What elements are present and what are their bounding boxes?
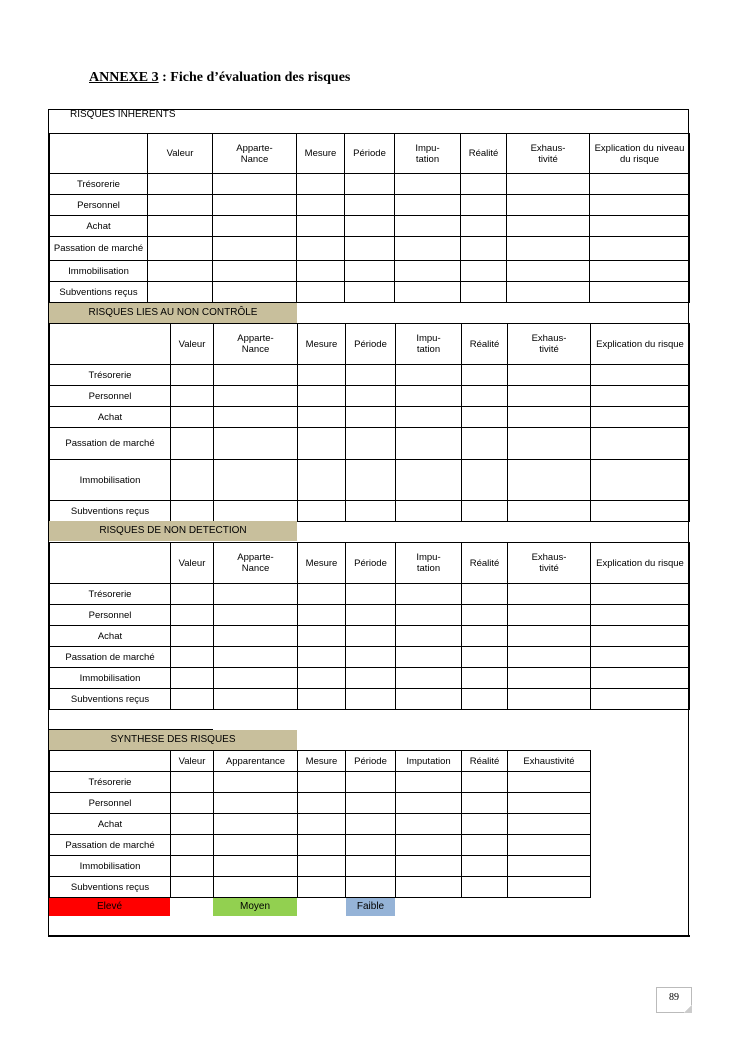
entry-cell[interactable]: [171, 814, 214, 835]
synthese-header-cell: Réalité: [462, 751, 508, 772]
entry-cell[interactable]: [507, 261, 590, 282]
entry-cell[interactable]: [461, 237, 507, 261]
table-row: [50, 237, 690, 261]
entry-cell[interactable]: [298, 407, 346, 428]
synthese-header-cell: Période: [346, 751, 396, 772]
entry-cell[interactable]: [345, 237, 395, 261]
entry-cell[interactable]: [591, 626, 690, 647]
entry-cell[interactable]: [462, 428, 508, 460]
table-header-row: [50, 751, 591, 772]
entry-cell[interactable]: [171, 501, 214, 522]
entry-cell[interactable]: [508, 626, 591, 647]
entry-cell[interactable]: [591, 501, 690, 522]
header-empty-cell: [50, 134, 148, 174]
page-title: [89, 70, 350, 86]
table-row: [50, 460, 690, 501]
entry-cell[interactable]: [171, 793, 214, 814]
entry-cell[interactable]: [171, 772, 214, 793]
entry-cell[interactable]: [298, 689, 346, 710]
table-risques-non-detection: [49, 542, 690, 710]
entry-cell[interactable]: [298, 501, 346, 522]
entry-cell[interactable]: [214, 407, 298, 428]
entry-cell[interactable]: [346, 365, 396, 386]
entry-cell[interactable]: [591, 647, 690, 668]
entry-cell[interactable]: [148, 174, 213, 195]
header-imputation: Impu- tation: [395, 134, 461, 174]
entry-cell[interactable]: [346, 407, 396, 428]
entry-cell[interactable]: [171, 626, 214, 647]
row-label: Personnel: [50, 605, 171, 626]
entry-cell[interactable]: [346, 793, 396, 814]
entry-cell[interactable]: [508, 814, 591, 835]
entry-cell[interactable]: [345, 174, 395, 195]
entry-cell[interactable]: [462, 835, 508, 856]
entry-cell[interactable]: [346, 460, 396, 501]
entry-cell[interactable]: [507, 237, 590, 261]
entry-cell[interactable]: [171, 407, 214, 428]
entry-cell[interactable]: [396, 428, 462, 460]
entry-cell[interactable]: [461, 216, 507, 237]
entry-cell[interactable]: [508, 668, 591, 689]
header-explication: Explication du risque: [591, 543, 690, 584]
entry-cell[interactable]: [396, 407, 462, 428]
entry-cell[interactable]: [171, 605, 214, 626]
entry-cell[interactable]: [214, 605, 298, 626]
table-header-row: [50, 324, 690, 365]
entry-cell[interactable]: [345, 195, 395, 216]
entry-cell[interactable]: [298, 386, 346, 407]
entry-cell[interactable]: [591, 428, 690, 460]
entry-cell[interactable]: [591, 460, 690, 501]
entry-cell[interactable]: [346, 626, 396, 647]
table-row: [50, 605, 690, 626]
table-row: [50, 877, 591, 898]
header-explication: Explication du niveau du risque: [590, 134, 690, 174]
header-exhaustivite: Exhaus- tivité: [508, 324, 591, 365]
row-label: Trésorerie: [50, 584, 171, 605]
entry-cell[interactable]: [590, 216, 690, 237]
synthese-header-cell: Valeur: [171, 751, 214, 772]
entry-cell[interactable]: [214, 877, 298, 898]
table-row: [50, 195, 690, 216]
entry-cell[interactable]: [462, 689, 508, 710]
table-risques-inherents: [49, 133, 690, 303]
entry-cell[interactable]: [508, 689, 591, 710]
frame-bottom-border: [48, 935, 690, 937]
entry-cell[interactable]: [214, 386, 298, 407]
entry-cell[interactable]: [148, 237, 213, 261]
entry-cell[interactable]: [396, 365, 462, 386]
entry-cell[interactable]: [396, 460, 462, 501]
table-row: [50, 689, 690, 710]
header-explication: Explication du risque: [591, 324, 690, 365]
synthese-header-cell: Mesure: [298, 751, 346, 772]
table-row: [50, 814, 591, 835]
entry-cell[interactable]: [591, 605, 690, 626]
row-label: Trésorerie: [50, 772, 171, 793]
header-mesure: Mesure: [298, 543, 346, 584]
entry-cell[interactable]: [508, 856, 591, 877]
entry-cell[interactable]: [346, 668, 396, 689]
entry-cell[interactable]: [298, 772, 346, 793]
header-appartenance: Apparte- Nance: [214, 324, 298, 365]
entry-cell[interactable]: [396, 584, 462, 605]
entry-cell[interactable]: [508, 365, 591, 386]
header-empty-cell: [50, 751, 171, 772]
title-text: : Fiche d’évaluation des risques: [158, 70, 351, 85]
entry-cell[interactable]: [345, 261, 395, 282]
entry-cell[interactable]: [508, 877, 591, 898]
entry-cell[interactable]: [396, 772, 462, 793]
entry-cell[interactable]: [171, 835, 214, 856]
row-label: Passation de marché: [50, 647, 171, 668]
header-periode: Période: [346, 543, 396, 584]
table-row: [50, 261, 690, 282]
entry-cell[interactable]: [462, 668, 508, 689]
row-label: Subventions reçus: [50, 877, 171, 898]
header-exhaustivite: Exhaus- tivité: [508, 543, 591, 584]
header-periode: Période: [345, 134, 395, 174]
header-imputation: Impu- tation: [396, 324, 462, 365]
entry-cell[interactable]: [171, 668, 214, 689]
entry-cell[interactable]: [591, 584, 690, 605]
entry-cell[interactable]: [297, 237, 345, 261]
row-label: Achat: [50, 626, 171, 647]
entry-cell[interactable]: [214, 772, 298, 793]
entry-cell[interactable]: [214, 793, 298, 814]
entry-cell[interactable]: [214, 835, 298, 856]
entry-cell[interactable]: [213, 261, 297, 282]
entry-cell[interactable]: [462, 365, 508, 386]
entry-cell[interactable]: [171, 428, 214, 460]
table-row: [50, 386, 690, 407]
entry-cell[interactable]: [346, 584, 396, 605]
entry-cell[interactable]: [213, 282, 297, 303]
entry-cell[interactable]: [396, 647, 462, 668]
entry-cell[interactable]: [214, 856, 298, 877]
entry-cell[interactable]: [507, 195, 590, 216]
entry-cell[interactable]: [396, 793, 462, 814]
table-row: [50, 626, 690, 647]
entry-cell[interactable]: [462, 584, 508, 605]
table-row: [50, 174, 690, 195]
entry-cell[interactable]: [298, 428, 346, 460]
legend-eleve: Elevé: [49, 898, 170, 916]
entry-cell[interactable]: [346, 835, 396, 856]
entry-cell[interactable]: [214, 668, 298, 689]
header-imputation: Impu- tation: [396, 543, 462, 584]
entry-cell[interactable]: [298, 605, 346, 626]
row-label: Subventions reçus: [50, 282, 148, 303]
entry-cell[interactable]: [395, 282, 461, 303]
entry-cell[interactable]: [214, 814, 298, 835]
row-label: Immobilisation: [50, 856, 171, 877]
entry-cell[interactable]: [171, 365, 214, 386]
entry-cell[interactable]: [171, 877, 214, 898]
table-row: [50, 428, 690, 460]
entry-cell[interactable]: [507, 216, 590, 237]
header-valeur: Valeur: [148, 134, 213, 174]
row-label: Personnel: [50, 793, 171, 814]
row-label: Personnel: [50, 195, 148, 216]
entry-cell[interactable]: [396, 386, 462, 407]
entry-cell[interactable]: [346, 428, 396, 460]
entry-cell[interactable]: [297, 174, 345, 195]
entry-cell[interactable]: [297, 216, 345, 237]
entry-cell[interactable]: [395, 216, 461, 237]
entry-cell[interactable]: [298, 668, 346, 689]
entry-cell[interactable]: [298, 647, 346, 668]
table-row: [50, 216, 690, 237]
entry-cell[interactable]: [508, 501, 591, 522]
entry-cell[interactable]: [462, 772, 508, 793]
table-header-row: [50, 134, 690, 174]
entry-cell[interactable]: [345, 216, 395, 237]
entry-cell[interactable]: [508, 605, 591, 626]
entry-cell[interactable]: [214, 689, 298, 710]
entry-cell[interactable]: [298, 793, 346, 814]
section-non-controle-header: RISQUES LIES AU NON CONTRÔLE: [49, 303, 297, 323]
entry-cell[interactable]: [298, 877, 346, 898]
page-number: 89: [669, 992, 679, 1003]
entry-cell[interactable]: [396, 501, 462, 522]
entry-cell[interactable]: [298, 584, 346, 605]
entry-cell[interactable]: [395, 261, 461, 282]
entry-cell[interactable]: [214, 626, 298, 647]
row-label: Achat: [50, 216, 148, 237]
row-label: Immobilisation: [50, 261, 148, 282]
header-mesure: Mesure: [297, 134, 345, 174]
entry-cell[interactable]: [297, 261, 345, 282]
entry-cell[interactable]: [462, 877, 508, 898]
entry-cell[interactable]: [590, 237, 690, 261]
entry-cell[interactable]: [508, 772, 591, 793]
header-empty-cell: [50, 324, 171, 365]
entry-cell[interactable]: [148, 216, 213, 237]
row-label: Immobilisation: [50, 668, 171, 689]
entry-cell[interactable]: [590, 174, 690, 195]
legend-faible: Faible: [346, 898, 395, 916]
entry-cell[interactable]: [462, 460, 508, 501]
entry-cell[interactable]: [346, 605, 396, 626]
entry-cell[interactable]: [590, 195, 690, 216]
table-risques-non-controle: [49, 323, 690, 522]
table-row: [50, 772, 591, 793]
entry-cell[interactable]: [213, 237, 297, 261]
entry-cell[interactable]: [346, 647, 396, 668]
entry-cell[interactable]: [298, 856, 346, 877]
section-non-detection-header: RISQUES DE NON DETECTION: [49, 521, 297, 541]
entry-cell[interactable]: [462, 501, 508, 522]
entry-cell[interactable]: [298, 626, 346, 647]
section-synthese-header: SYNTHESE DES RISQUES: [49, 730, 297, 750]
entry-cell[interactable]: [171, 689, 214, 710]
entry-cell[interactable]: [508, 793, 591, 814]
header-exhaustivite: Exhaus- tivité: [507, 134, 590, 174]
page-fold-corner: [684, 1005, 692, 1013]
entry-cell[interactable]: [508, 386, 591, 407]
entry-cell[interactable]: [462, 793, 508, 814]
row-label: Subventions reçus: [50, 689, 171, 710]
row-label: Passation de marché: [50, 428, 171, 460]
entry-cell[interactable]: [214, 647, 298, 668]
row-label: Achat: [50, 407, 171, 428]
header-appartenance: Apparte- Nance: [213, 134, 297, 174]
entry-cell[interactable]: [590, 261, 690, 282]
entry-cell[interactable]: [508, 835, 591, 856]
table-row: [50, 647, 690, 668]
entry-cell[interactable]: [297, 282, 345, 303]
entry-cell[interactable]: [461, 261, 507, 282]
entry-cell[interactable]: [396, 626, 462, 647]
annexe-label: ANNEXE 3: [89, 70, 159, 85]
entry-cell[interactable]: [148, 261, 213, 282]
header-empty-cell: [50, 543, 171, 584]
entry-cell[interactable]: [462, 856, 508, 877]
page-number-box: [656, 987, 692, 1013]
entry-cell[interactable]: [346, 501, 396, 522]
header-valeur: Valeur: [171, 543, 214, 584]
header-appartenance: Apparte- Nance: [214, 543, 298, 584]
entry-cell[interactable]: [346, 877, 396, 898]
row-label: Personnel: [50, 386, 171, 407]
table-row: [50, 584, 690, 605]
table-row: [50, 501, 690, 522]
entry-cell[interactable]: [462, 647, 508, 668]
entry-cell[interactable]: [591, 386, 690, 407]
entry-cell[interactable]: [214, 365, 298, 386]
row-label: Passation de marché: [50, 835, 171, 856]
entry-cell[interactable]: [213, 174, 297, 195]
entry-cell[interactable]: [171, 386, 214, 407]
header-periode: Période: [346, 324, 396, 365]
entry-cell[interactable]: [396, 856, 462, 877]
entry-cell[interactable]: [591, 668, 690, 689]
entry-cell[interactable]: [214, 501, 298, 522]
entry-cell[interactable]: [591, 365, 690, 386]
row-label: Subventions reçus: [50, 501, 171, 522]
entry-cell[interactable]: [591, 689, 690, 710]
entry-cell[interactable]: [507, 174, 590, 195]
entry-cell[interactable]: [171, 460, 214, 501]
entry-cell[interactable]: [461, 195, 507, 216]
table-row: [50, 282, 690, 303]
entry-cell[interactable]: [298, 365, 346, 386]
entry-cell[interactable]: [508, 428, 591, 460]
legend-moyen: Moyen: [213, 898, 297, 916]
entry-cell[interactable]: [214, 428, 298, 460]
table-row: [50, 793, 591, 814]
entry-cell[interactable]: [461, 282, 507, 303]
entry-cell[interactable]: [508, 460, 591, 501]
table-row: [50, 856, 591, 877]
entry-cell[interactable]: [508, 584, 591, 605]
entry-cell[interactable]: [148, 195, 213, 216]
entry-cell[interactable]: [395, 174, 461, 195]
entry-cell[interactable]: [590, 282, 690, 303]
entry-cell[interactable]: [396, 814, 462, 835]
entry-cell[interactable]: [396, 877, 462, 898]
header-realite: Réalité: [462, 543, 508, 584]
entry-cell[interactable]: [297, 195, 345, 216]
entry-cell[interactable]: [213, 195, 297, 216]
entry-cell[interactable]: [508, 407, 591, 428]
entry-cell[interactable]: [298, 835, 346, 856]
entry-cell[interactable]: [346, 689, 396, 710]
entry-cell[interactable]: [148, 282, 213, 303]
entry-cell[interactable]: [395, 195, 461, 216]
table-header-row: [50, 543, 690, 584]
entry-cell[interactable]: [298, 460, 346, 501]
row-label: Passation de marché: [50, 237, 148, 261]
entry-cell[interactable]: [461, 174, 507, 195]
entry-cell[interactable]: [462, 626, 508, 647]
entry-cell[interactable]: [396, 835, 462, 856]
entry-cell[interactable]: [213, 216, 297, 237]
table-row: [50, 835, 591, 856]
entry-cell[interactable]: [171, 856, 214, 877]
header-valeur: Valeur: [171, 324, 214, 365]
entry-cell[interactable]: [462, 407, 508, 428]
table-row: [50, 407, 690, 428]
entry-cell[interactable]: [214, 584, 298, 605]
entry-cell[interactable]: [396, 668, 462, 689]
header-realite: Réalité: [461, 134, 507, 174]
entry-cell[interactable]: [171, 647, 214, 668]
entry-cell[interactable]: [346, 386, 396, 407]
entry-cell[interactable]: [507, 282, 590, 303]
row-label: Immobilisation: [50, 460, 171, 501]
entry-cell[interactable]: [346, 856, 396, 877]
table-row: [50, 365, 690, 386]
table-synthese: [49, 750, 591, 898]
entry-cell[interactable]: [395, 237, 461, 261]
entry-cell[interactable]: [214, 460, 298, 501]
entry-cell[interactable]: [508, 647, 591, 668]
entry-cell[interactable]: [345, 282, 395, 303]
table-row: [50, 668, 690, 689]
entry-cell[interactable]: [346, 814, 396, 835]
synthese-header-cell: Exhaustivité: [508, 751, 591, 772]
header-realite: Réalité: [462, 324, 508, 365]
synthese-header-cell: Imputation: [396, 751, 462, 772]
row-label: Achat: [50, 814, 171, 835]
header-mesure: Mesure: [298, 324, 346, 365]
entry-cell[interactable]: [298, 814, 346, 835]
entry-cell[interactable]: [171, 584, 214, 605]
row-label: Trésorerie: [50, 365, 171, 386]
entry-cell[interactable]: [396, 605, 462, 626]
entry-cell[interactable]: [462, 605, 508, 626]
entry-cell[interactable]: [462, 814, 508, 835]
entry-cell[interactable]: [396, 689, 462, 710]
entry-cell[interactable]: [591, 407, 690, 428]
section-risques-inherents-label: RISQUES INHERENTS: [70, 109, 176, 120]
entry-cell[interactable]: [346, 772, 396, 793]
entry-cell[interactable]: [462, 386, 508, 407]
synthese-header-cell: Apparentance: [214, 751, 298, 772]
row-label: Trésorerie: [50, 174, 148, 195]
